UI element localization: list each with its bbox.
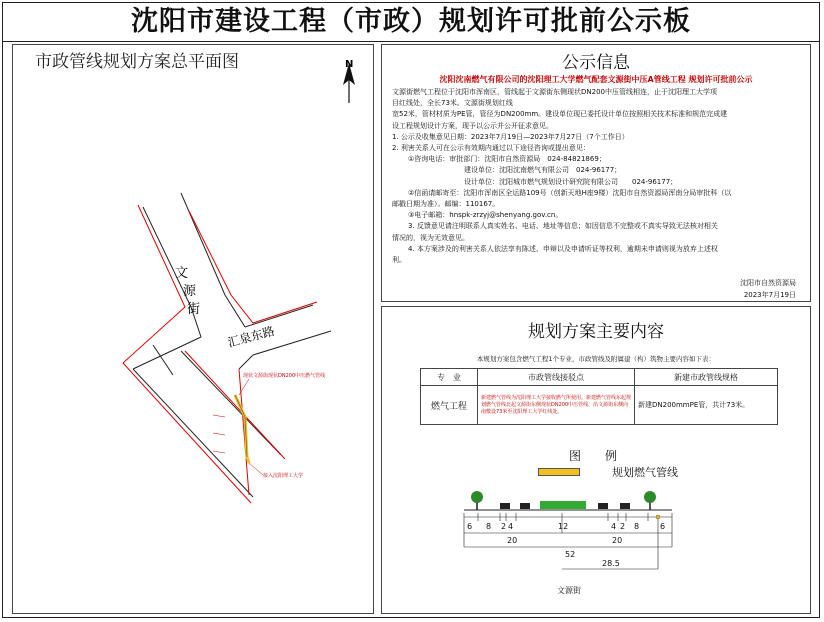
notice-line: ②信函请邮寄至：沈阳市浑南区全运路109号（创新天地H座9楼）沈阳市自然资源局浑南分局审批科（以 (408, 188, 732, 197)
notice-line: 宽52米，管材材质为PE管，管径为DN200mm。建设单位现已委托设计单位按照相关技术标准和规范完成建 (392, 110, 728, 119)
road-label-jie: 街 (187, 302, 201, 317)
table-header: 专 业 (421, 369, 478, 386)
svg-text:2: 2 (620, 522, 626, 531)
svg-text:8: 8 (486, 522, 492, 531)
notice-line: 2. 利害关系人可在公示有效期内通过以下途径咨询或提出意见： (392, 144, 590, 153)
table-cell: 燃气工程 (421, 386, 478, 425)
svg-text:2: 2 (501, 522, 507, 531)
notice-line: 目红线处，全长73米。文源街规划红线 (392, 99, 513, 108)
table-cell: 新建DN200mmPE管，共计73米。 (635, 386, 778, 425)
notice-line: 建设单位：沈阳沈南燃气有限公司 024-96177； (464, 166, 622, 175)
median-greenbelt (540, 501, 586, 509)
road-label-huiquan: 汇泉东路 (226, 323, 277, 350)
legend-label: 规划燃气管线 (612, 466, 678, 479)
existing-pipe-annotation: 现状文源街现状DN200中压燃气管线 (243, 373, 326, 379)
svg-text:6: 6 (660, 522, 666, 531)
road-cross-section (382, 307, 812, 615)
table-header: 新建市政管线规格 (635, 369, 778, 386)
notice-line: 文源街燃气工程位于沈阳市浑南区，管线起于文源街东侧现状DN200中压管线相连，止于沈阳理工大学项 (392, 88, 717, 96)
svg-text:6: 6 (467, 522, 473, 531)
notice-line: 4. 本方案涉及的利害关系人依法享有陈述、申辩以及申请听证等权利，逾期未申请则视为放弃上述权 (408, 244, 718, 253)
notice-signature (740, 277, 796, 301)
notice-line: 情况的，视为无效意见。 (392, 233, 469, 242)
road-label-yuan: 源 (183, 284, 197, 299)
issuing-org: 沈阳市自然资源局 (740, 279, 796, 287)
svg-text:4: 4 (611, 522, 617, 531)
gas-pipe-position (656, 515, 660, 519)
table-header: 市政管线接驳点 (478, 369, 635, 386)
connection-annotation: 接入沈阳理工大学 (263, 473, 304, 479)
site-plan-map (13, 45, 375, 615)
svg-text:20: 20 (507, 536, 518, 545)
svg-text:12: 12 (558, 522, 569, 531)
north-label: N (345, 59, 354, 70)
notice-line: 3. 反馈意见请注明联系人真实姓名、电话、地址等信息；如因信息不完整或不真实导致无法核对相关 (408, 222, 718, 231)
notice-line: ①咨询电话：审批部门：沈阳市自然资源局 024-84821869； (408, 155, 606, 164)
site-plan-panel (12, 44, 374, 614)
table-cell: 新建燃气管线为沈阳理工大学接收燃气所使用。新建燃气管线东起规划燃气管线北起文源街东侧现状DN200中压管线，沿文源街东侧向南敷设73米至沈阳理工大学红线处。 (478, 386, 635, 425)
svg-text:28.5: 28.5 (602, 559, 620, 568)
plan-title: 规划方案主要内容 (528, 322, 664, 342)
notice-title: 公示信息 (562, 53, 630, 73)
legend-title: 图 例 (568, 449, 623, 463)
notice-subtitle: 沈阳沈南燃气有限公司的沈阳理工大学燃气配套文源街中压A管线工程 规划许可批前公示 (439, 75, 753, 84)
svg-text:20: 20 (612, 536, 623, 545)
notice-line: 利。 (392, 256, 406, 265)
site-plan-title: 市政管线规划方案总平面图 (35, 52, 239, 72)
planning-red-lines (123, 205, 317, 503)
notice-line: 1. 公示及收集意见日期：2023年7月19日—2023年7月27日（7个工作日） (392, 132, 629, 141)
notice-line: 邮戳日期为准）。邮编：110167。 (392, 200, 500, 209)
right-panel (381, 44, 811, 614)
notice-box (381, 44, 811, 302)
page-title: 沈阳市建设工程（市政）规划许可批前公示板 (2, 2, 820, 42)
svg-text:52: 52 (565, 550, 576, 559)
plan-dimension-marks (213, 415, 225, 453)
plan-box (381, 306, 811, 614)
road-label-wen: 文 (175, 266, 189, 281)
notice-line: 设计单位：沈阳城市燃气规划设计研究院有限公司 024-96177； (464, 177, 678, 186)
plan-description: 本规划方案包含燃气工程1个专业，市政管线及附属建（构）筑物主要内容如下表： (476, 355, 716, 363)
svg-text:8: 8 (634, 522, 640, 531)
notice-line: ③电子邮箱：hnspk-zrzyj@shenyang.gov.cn。 (408, 211, 563, 220)
svg-text:4: 4 (508, 522, 514, 531)
issue-date: 2023年7月19日 (743, 291, 796, 299)
notice-line: 设工程规划设计方案，现予以公示并公开征求意见。 (392, 121, 553, 130)
notice-body (392, 87, 800, 266)
svg-text:文源街: 文源街 (557, 586, 581, 595)
